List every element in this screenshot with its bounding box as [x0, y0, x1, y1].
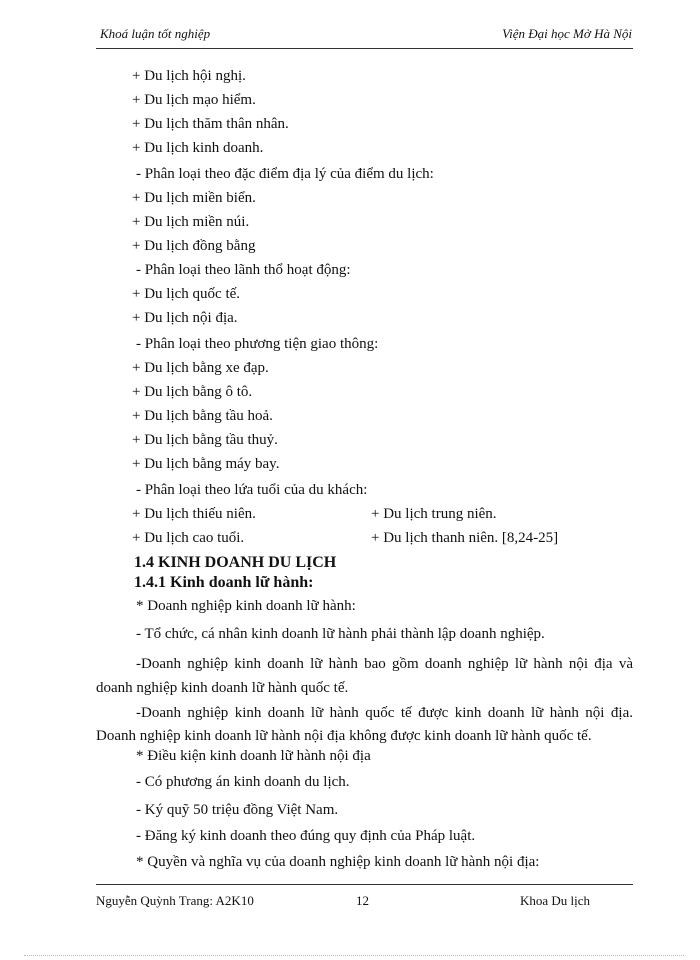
body-line: - Đăng ký kinh doanh theo đúng quy định của Pháp luật. — [136, 828, 476, 844]
header-divider — [96, 48, 633, 49]
list-item: + Du lịch kinh doanh. — [132, 140, 264, 156]
page-edge — [24, 955, 684, 956]
body-line: * Điều kiện kinh doanh lữ hành nội địa — [136, 748, 371, 764]
header-right-title: Viện Đại học Mở Hà Nội — [502, 26, 632, 41]
category-line: - Phân loại theo lứa tuổi của du khách: — [136, 482, 368, 498]
page-number: 12 — [356, 893, 369, 908]
category-line: - Phân loại theo đặc điểm địa lý của điểm du lịch: — [136, 166, 434, 182]
list-item: + Du lịch bằng tầu thuỷ. — [132, 432, 278, 448]
list-item: + Du lịch hội nghị. — [132, 68, 246, 84]
age-item-left: + Du lịch thiếu niên. — [132, 506, 256, 522]
list-item: + Du lịch mạo hiểm. — [132, 92, 256, 108]
category-line: - Phân loại theo lãnh thổ hoạt động: — [136, 262, 351, 278]
list-item: + Du lịch thăm thân nhân. — [132, 116, 289, 132]
body-line: - Có phương án kinh doanh du lịch. — [136, 774, 350, 790]
list-item: + Du lịch bằng tầu hoả. — [132, 408, 273, 424]
section-heading: 1.4 KINH DOANH DU LỊCH — [134, 554, 337, 571]
subsection-heading: 1.4.1 Kinh doanh lữ hành: — [134, 574, 314, 591]
body-line: - Ký quỹ 50 triệu đồng Việt Nam. — [136, 802, 339, 818]
body-line: * Quyền và nghĩa vụ của doanh nghiệp kinh doanh lữ hành nội địa: — [136, 854, 540, 870]
footer-divider — [96, 884, 633, 885]
body-paragraph: -Doanh nghiệp kinh doanh lữ hành bao gồm doanh nghiệp lữ hành nội địa và doanh nghiệp kinh doanh lữ hành quốc tế. — [96, 656, 633, 696]
body-paragraph: -Doanh nghiệp kinh doanh lữ hành quốc tế được kinh doanh lữ hành nội địa. Doanh nghiệp kinh doanh lữ hành nội địa không được kinh doanh lữ hành quốc tế. — [96, 705, 633, 744]
footer-department: Khoa Du lịch — [520, 893, 591, 908]
body-line: * Doanh nghiệp kinh doanh lữ hành: — [136, 598, 356, 614]
list-item: + Du lịch miền biển. — [132, 190, 256, 206]
list-item: + Du lịch miền núi. — [132, 214, 250, 230]
list-item: + Du lịch đồng bằng — [132, 238, 256, 254]
list-item: + Du lịch nội địa. — [132, 310, 238, 326]
list-item: + Du lịch quốc tế. — [132, 286, 241, 302]
body-line: - Tổ chức, cá nhân kinh doanh lữ hành phải thành lập doanh nghiệp. — [136, 626, 545, 642]
footer-author: Nguyễn Quỳnh Trang: A2K10 — [96, 893, 254, 908]
age-item-right: + Du lịch thanh niên. [8,24-25] — [371, 530, 559, 546]
category-line: - Phân loại theo phương tiện giao thông: — [136, 336, 379, 352]
list-item: + Du lịch bằng ô tô. — [132, 384, 253, 400]
age-item-right: + Du lịch trung niên. — [371, 506, 497, 522]
age-item-left: + Du lịch cao tuổi. — [132, 530, 245, 546]
header-left-title: Khoá luận tốt nghiệp — [100, 26, 211, 41]
list-item: + Du lịch bằng xe đạp. — [132, 360, 269, 376]
list-item: + Du lịch bằng máy bay. — [132, 456, 280, 472]
